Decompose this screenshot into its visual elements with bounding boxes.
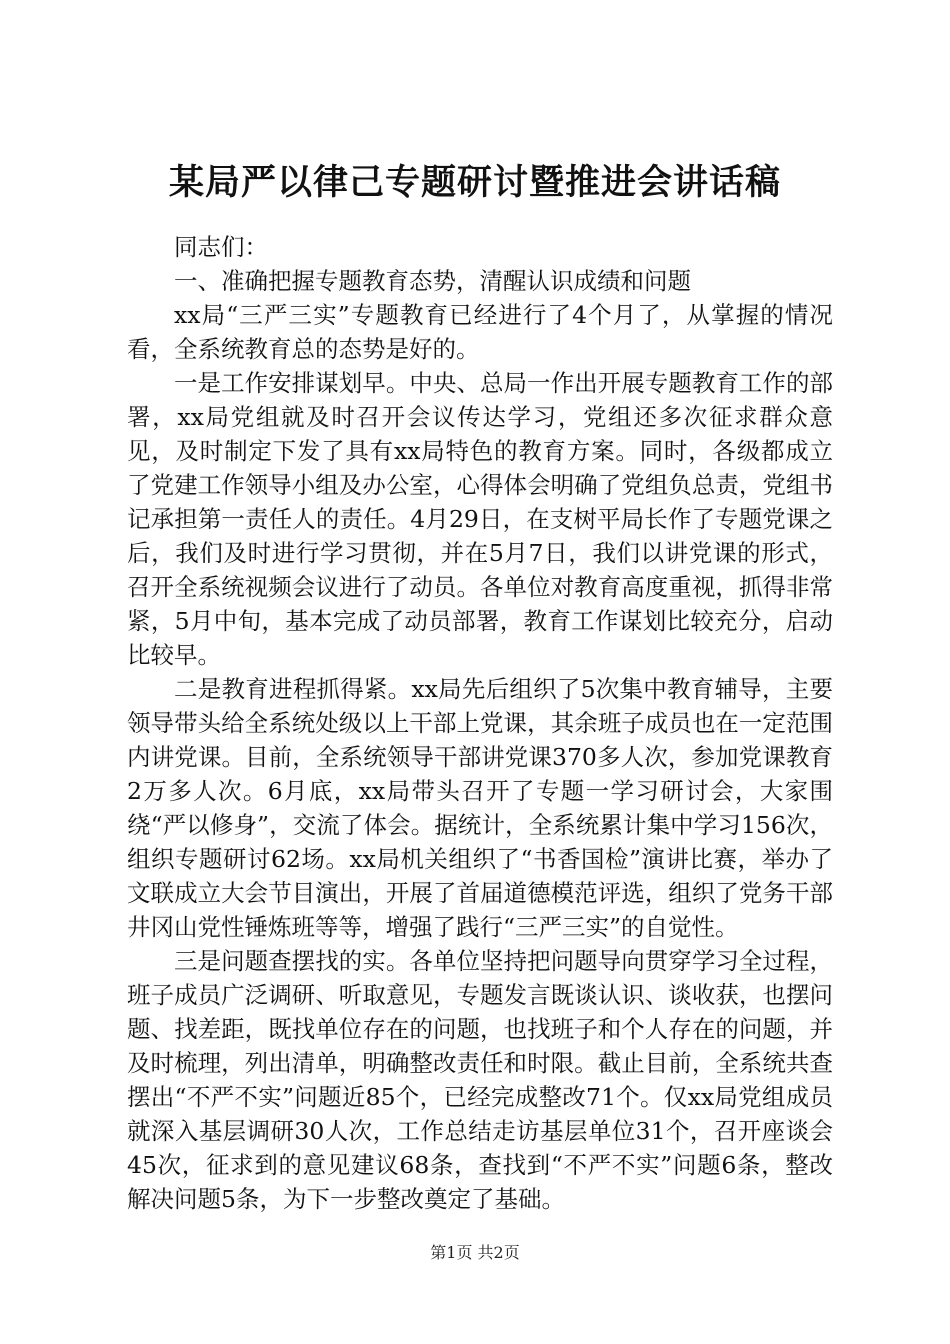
document-title: 某局严以律己专题研讨暨推进会讲话稿 [168,162,781,203]
body-paragraph: xx局“三严三实”专题教育已经进行了4个月了，从掌握的情况看，全系统教育总的态势是好的。 [127,301,833,363]
body-paragraph: 二是教育进程抓得紧。xx局先后组织了5次集中教育辅导，主要领导带头给全系统处级以上干部上党课，其余班子成员也在一定范围内讲党课。目前，全系统领导干部讲党课370多人次，参加党课教育2万多人次。6月底，xx局带头召开了专题一学习研讨会，大家围绕“严以修身”，交流了体会。据统计，全系统累计集中学习156次，组织专题研讨62场。xx局机关组织了“书香国检”演讲比赛，举办了文联成立大会节目演出，开展了首届道德模范评选，组织了党务干部井冈山党性锤炼班等等，增强了践行“三严三实”的自觉性。 [127,675,833,941]
page-footer: 第1页 共2页 [430,1243,520,1262]
document-body [127,230,833,1216]
section-heading: 一、准确把握专题教育态势，清醒认识成绩和问题 [174,267,691,295]
body-paragraph: 三是问题查摆找的实。各单位坚持把问题导向贯穿学习全过程，班子成员广泛调研、听取意见，专题发言既谈认识、谈收获，也摆问题、找差距，既找单位存在的问题，也找班子和个人存在的问题，并及时梳理，列出清单，明确整改责任和时限。截止目前，全系统共查摆出“不严不实”问题近85个，已经完成整改71个。仅xx局党组成员就深入基层调研30人次，工作总结走访基层单位31个，召开座谈会45次，征求到的意见建议68条，查找到“不严不实”问题6条，整改解决问题5条，为下一步整改奠定了基础。 [127,947,833,1213]
salutation: 同志们： [174,233,268,261]
body-paragraph: 一是工作安排谋划早。中央、总局一作出开展专题教育工作的部署，xx局党组就及时召开会议传达学习，党组还多次征求群众意见，及时制定下发了具有xx局特色的教育方案。同时，各级都成立了党建工作领导小组及办公室，心得体会明确了党组负总责，党组书记承担第一责任人的责任。4月29日，在支树平局长作了专题党课之后，我们及时进行学习贯彻，并在5月7日，我们以讲党课的形式，召开全系统视频会议进行了动员。各单位对教育高度重视，抓得非常紧，5月中旬，基本完成了动员部署，教育工作谋划比较充分，启动比较早。 [127,369,833,669]
